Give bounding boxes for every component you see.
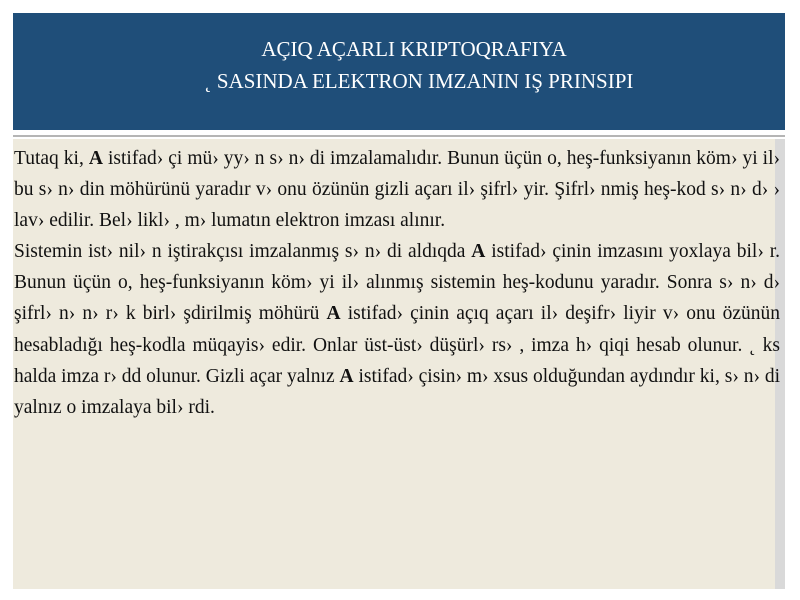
slide-title-line-1: AÇIQ AÇARLI KRIPTOQRAFIYA <box>261 37 567 61</box>
slide-title-line-2: ˛ SASINDA ELEKTRON IMZANIN IŞ PRINSIPI <box>204 69 634 93</box>
body-paragraph-1 <box>14 143 780 236</box>
paragraph-text: Sistemin ist› nil› n iştirakçısı imzalanmış s› n› di aldıqda <box>14 241 472 263</box>
paragraph-text: istifad› çi mü› yy› n s› n› di imzalamalıdır. Bunun üçün o, heş-funksiyanın köm› yi il› bu s› n› din möhürünü yaradır v› onu özünün gizli açarı il› şifrl› yir. Şifrl› nmiş heş-kod s› n› d› › lav› edilir. Bel› likl› , m› lumatın elektron imzası alınır. <box>14 148 780 232</box>
paragraph-text: Tutaq ki, <box>14 148 89 169</box>
title-divider <box>13 135 785 137</box>
bold-user-label: A <box>471 241 486 263</box>
paragraph-text: istifad› çisin› m› xsus olduğundan aydındır ki, s› n› di yalnız o imzalaya bil› rdi. <box>14 365 780 418</box>
title-banner <box>13 13 785 130</box>
bold-user-label: A <box>326 303 341 325</box>
bold-user-label: A <box>339 365 354 387</box>
body-text <box>14 143 780 423</box>
bold-user-label: A <box>88 148 103 169</box>
body-paragraph-2 <box>14 236 780 423</box>
paragraph-text: istifad› çinin açıq açarı il› deşifr› liyir v› onu özünün hesabladığı heş-kodla müqayis› edir. Onlar üst-üst› düşürl› rs› , imza h› qiqi hesab olunur. ˛ ks halda imza r› dd olunur. Gizli açar yalnız <box>14 303 780 387</box>
paragraph-text: istifad› çinin imzasını yoxlaya bil› r. Bunun üçün o, heş-funksiyanın köm› yi il› alınmış sistemin heş-kodunu yaradır. Sonra s› n› d› şifrl› n› n› r› k birl› şdirilmiş möhürü <box>14 241 780 325</box>
